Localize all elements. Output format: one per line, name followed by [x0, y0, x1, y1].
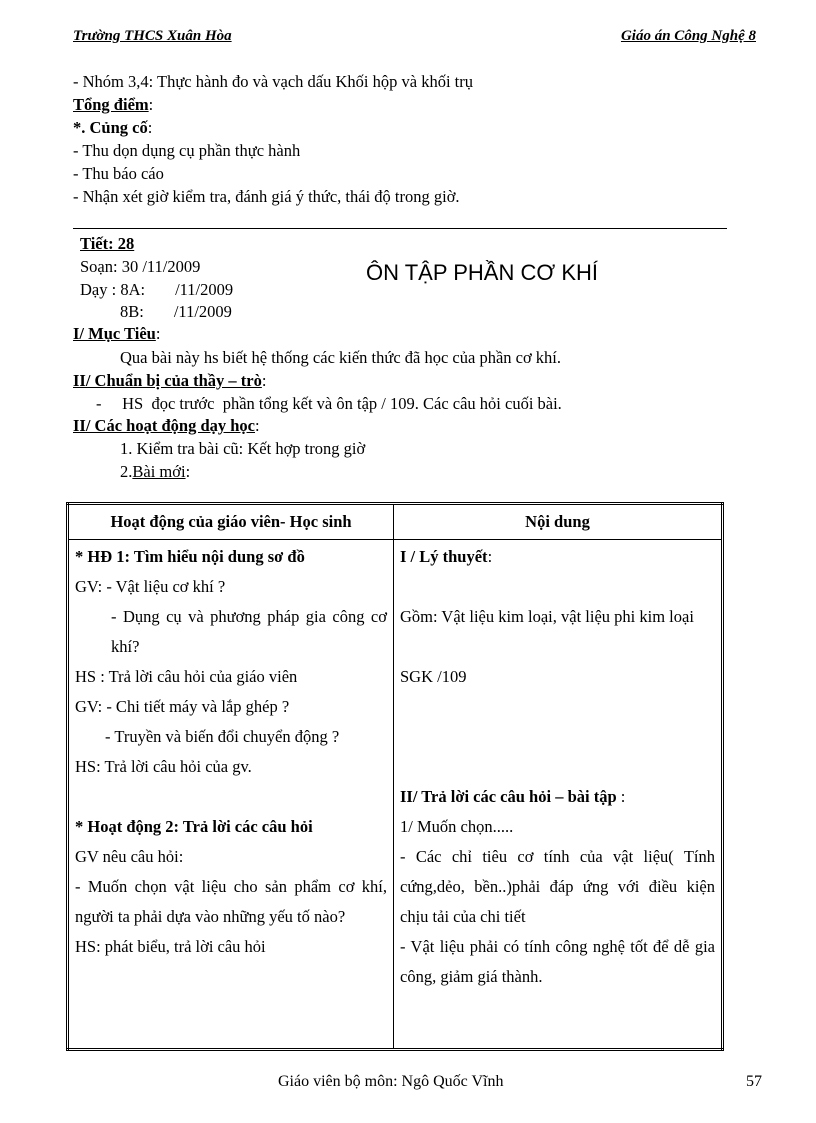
gv-ask: GV nêu câu hỏi: [75, 847, 184, 866]
step-2-colon: : [185, 462, 191, 481]
consolidate-label: *. Củng cố [73, 118, 148, 137]
page-number: 57 [746, 1073, 762, 1090]
taught-label: Dạy : 8A: [80, 280, 146, 299]
lesson-title: ÔN TẬP PHẦN CƠ KHÍ [366, 260, 598, 285]
footer-teacher: Giáo viên bộ môn: Ngô Quốc Vĩnh [278, 1073, 504, 1090]
answer-1-point-2: - Vật liệu phải có tính công nghệ tốt để dễ gia công, giảm giá thành. [400, 937, 715, 986]
header-subject: Giáo án Công Nghệ 8 [620, 28, 756, 44]
prev-item: - Thu báo cáo [73, 164, 164, 183]
activities-label: II/ Các hoạt động dạy học [73, 416, 255, 435]
objectives-colon: : [155, 324, 161, 343]
prep-text: - HS đọc trước phần tổng kết và ôn tập / 109. Các câu hỏi cuối bài. [96, 394, 562, 413]
reference-text: SGK /109 [400, 667, 467, 686]
theory-heading [400, 542, 715, 572]
question-text: - Muốn chọn vật liệu cho sản phẩm cơ khí, người ta phải dựa vào những yếu tố nào? [75, 877, 387, 926]
gv-question-4: - Truyền và biến đổi chuyển động ? [105, 727, 340, 746]
lesson-taught-8b [120, 300, 232, 323]
theory-label: I / Lý thuyết [400, 547, 488, 566]
step-2-num: 2. [120, 462, 133, 481]
prev-item: - Thu dọn dụng cụ phần thực hành [73, 141, 301, 160]
answers-heading [400, 782, 715, 812]
taught-8a-date: /11/2009 [175, 280, 234, 299]
consolidate-colon: : [147, 118, 153, 137]
step-2-label: Bài mới [132, 462, 186, 481]
hs-answer-2: HS: Trả lời câu hỏi của gv. [75, 757, 252, 776]
prep-label: II/ Chuẩn bị của thầy – trò [73, 371, 262, 390]
activities-table [66, 502, 724, 1051]
activities-cell [68, 540, 394, 1050]
theory-colon: : [487, 547, 493, 566]
objectives-label: I/ Mục Tiêu [73, 324, 156, 343]
prev-line-group: - Nhóm 3,4: Thực hành đo và vạch dấu Khối hộp và khối trụ [73, 72, 473, 91]
taught-8b-date: /11/2009 [173, 302, 232, 321]
prep-colon: : [261, 371, 267, 390]
objectives-text: Qua bài này hs biết hệ thống các kiến thức đã học của phần cơ khí. [120, 348, 562, 367]
lesson-taught-8a [80, 278, 233, 301]
prev-item: - Nhận xét giờ kiểm tra, đánh giá ý thức, thái độ trong giờ. [73, 187, 460, 206]
activities-colon: : [255, 416, 260, 435]
total-score-colon: : [148, 95, 154, 114]
total-score-line [73, 93, 153, 116]
gv-question-2: - Dụng cụ và phương pháp gia công cơ khí? [111, 607, 387, 656]
table-row [68, 540, 723, 1050]
total-score-label: Tổng điểm [73, 95, 149, 114]
col-header-content: Nội dung [394, 504, 723, 540]
table-header-row [68, 504, 723, 540]
objectives-heading [73, 322, 160, 345]
step-1: 1. Kiểm tra bài cũ: Kết hợp trong giờ [120, 439, 366, 458]
hs-answer-3: HS: phát biểu, trả lời câu hỏi [75, 937, 266, 956]
materials-text: Gồm: Vật liệu kim loại, vật liệu phi kim loại [400, 607, 694, 626]
class-8b-label: 8B: [120, 302, 144, 321]
header-school: Trường THCS Xuân Hòa [73, 28, 232, 44]
step-2 [120, 460, 190, 483]
section-divider [73, 228, 727, 229]
prep-heading [73, 369, 266, 392]
hd2-title: * Hoạt động 2: Trả lời các câu hỏi [75, 817, 313, 836]
answers-label: II/ Trả lời các câu hỏi – bài tập [400, 787, 617, 806]
lesson-period: Tiết: 28 [80, 234, 135, 253]
hd1-title: * HĐ 1: Tìm hiểu nội dung sơ đồ [75, 547, 305, 566]
answer-1-point-1: - Các chỉ tiêu cơ tính của vật liệu( Tính cứng,dẻo, bền..)phải đáp ứng với điều kiện chịu tải của chi tiết [400, 847, 715, 926]
answers-colon: : [616, 787, 626, 806]
activities-heading [73, 414, 260, 437]
answer-1-title: 1/ Muốn chọn..... [400, 817, 514, 836]
gv-question-1: GV: - Vật liệu cơ khí ? [75, 577, 226, 596]
col-header-activities: Hoạt động của giáo viên- Học sinh [68, 504, 394, 540]
hs-answer-1: HS : Trả lời câu hỏi của giáo viên [75, 667, 298, 686]
gv-question-3: GV: - Chi tiết máy và lắp ghép ? [75, 697, 290, 716]
consolidate-line [73, 116, 152, 139]
content-cell [394, 540, 723, 1050]
lesson-prepared-date: Soạn: 30 /11/2009 [80, 257, 201, 276]
